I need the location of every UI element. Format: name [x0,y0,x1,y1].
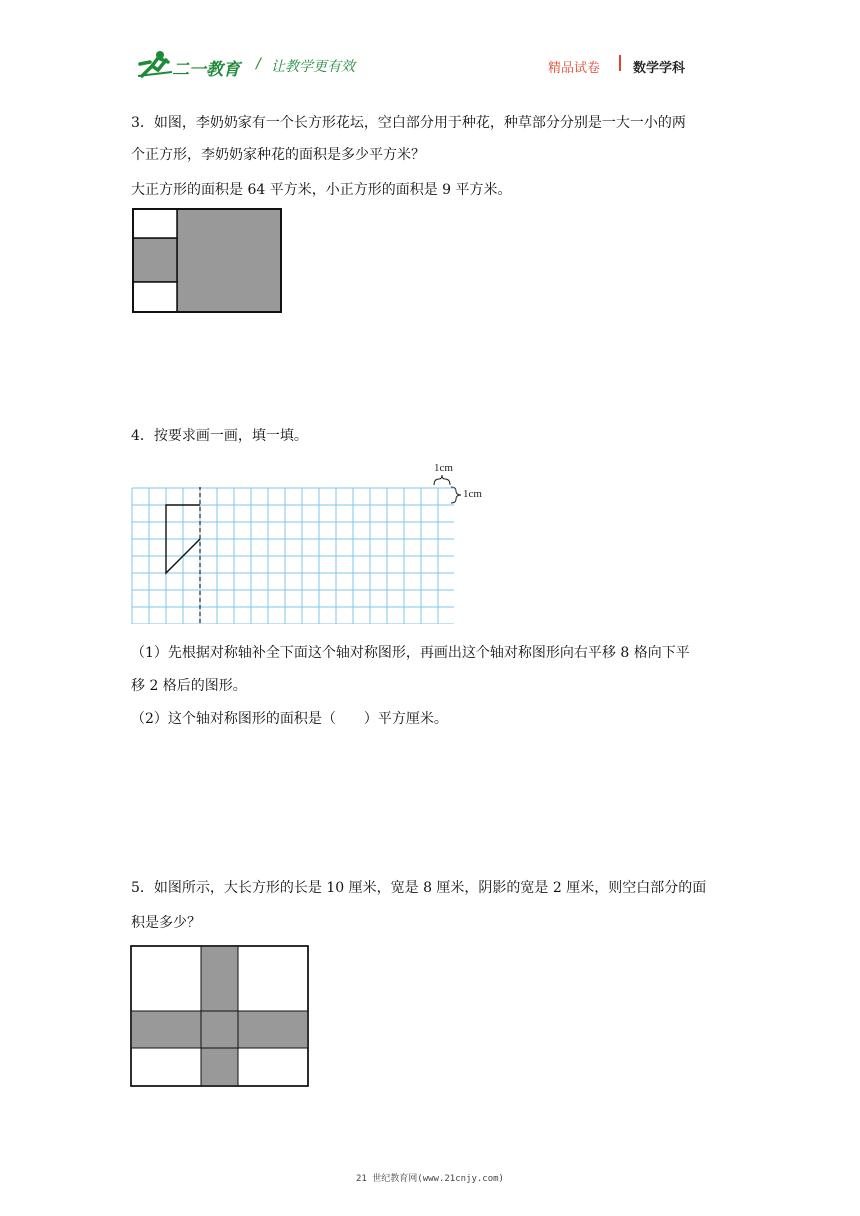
q3-line1: 3．如图，李奶奶家有一个长方形花坛，空白部分用于种花，种草部分分别是一大一小的两 [131,115,686,131]
tag-divider [619,55,621,71]
q5-rectangle-figure [130,945,310,1089]
slash-divider: / [256,56,261,72]
q4-sub1-line1: （1）先根据对称轴补全下面这个轴对称图形，再画出这个轴对称图形向右平移 8 格向下平 [131,645,690,661]
q4-sub2: （2）这个轴对称图形的面积是（ ）平方厘米。 [131,711,448,727]
q5-line1: 5．如图所示，大长方形的长是 10 厘米，宽是 8 厘米，阴影的宽是 2 厘米，则空白部分的面 [131,880,707,896]
q4-grid-figure [131,487,454,624]
q4-sub1-line2: 移 2 格后的图形。 [131,678,247,694]
q3-flowerbed-figure [132,208,283,315]
brand-slogan: 让教学更有效 [271,59,355,75]
brand-name: 二一教育 [172,60,240,80]
header [0,0,860,90]
q4-unit-side: 1cm [463,488,482,500]
q3-given-areas: 大正方形的面积是 64 平方米，小正方形的面积是 9 平方米。 [131,182,512,198]
q4-unit-top: 1cm [434,462,453,474]
q5-line2: 积是多少？ [131,915,201,931]
q5-shade-horizontal [131,1011,308,1048]
q4-title: 4．按要求画一画，填一填。 [131,428,308,444]
runner-logo-icon [136,50,176,78]
q3-small-square [133,238,177,282]
q3-blank-bottom [133,282,177,312]
q4-brace-top-icon [432,474,452,486]
footer-source: 21 世纪教育网(www.21cnjy.com) [356,1174,504,1184]
q3-big-square [177,209,281,312]
tag-premium-paper: 精品试卷 [548,61,601,76]
q3-line2: 个正方形，李奶奶家种花的面积是多少平方米？ [131,147,425,163]
tag-subject: 数学学科 [633,61,686,76]
q3-blank-top [133,209,177,238]
